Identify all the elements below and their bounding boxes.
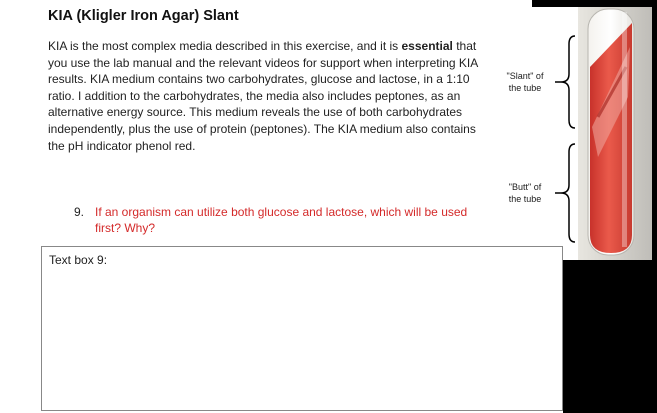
slant-callout-label: "Slant" of the tube bbox=[506, 71, 544, 93]
section-title: KIA (Kligler Iron Agar) Slant bbox=[48, 8, 239, 24]
question-number: 9. bbox=[74, 205, 85, 219]
text-box-label: Text box 9: bbox=[49, 253, 108, 267]
intro-paragraph bbox=[48, 38, 488, 154]
slant-bracket bbox=[555, 34, 577, 130]
question-text: If an organism can utilize both glucose and lactose, which will be used first? Why? bbox=[95, 205, 468, 235]
paragraph-emphasis: essential bbox=[401, 39, 453, 53]
paragraph-text-1: KIA is the most complex media described in this exercise, and it is bbox=[48, 39, 402, 53]
paragraph-text-2: that you use the lab manual and the relevant videos for support when interpreting KIA results. KIA medium contains two carbohydrates, glucose and lactose, in a 1:10 ratio. I addition to the carbohydrates, the media also includes peptones, as an alternative energy source. This medium reveals the use of both carbohydrates independently, plus the use of protein (peptones). The KIA medium also contains the pH indicator phenol red. bbox=[48, 39, 478, 153]
question-9 bbox=[74, 204, 494, 236]
black-corner-block bbox=[563, 260, 657, 413]
butt-callout-label: "Butt" of the tube bbox=[508, 182, 542, 204]
butt-bracket bbox=[555, 142, 577, 244]
kia-tube-photo bbox=[578, 7, 652, 260]
answer-text-box[interactable] bbox=[41, 246, 563, 411]
black-border-top bbox=[532, 0, 657, 7]
